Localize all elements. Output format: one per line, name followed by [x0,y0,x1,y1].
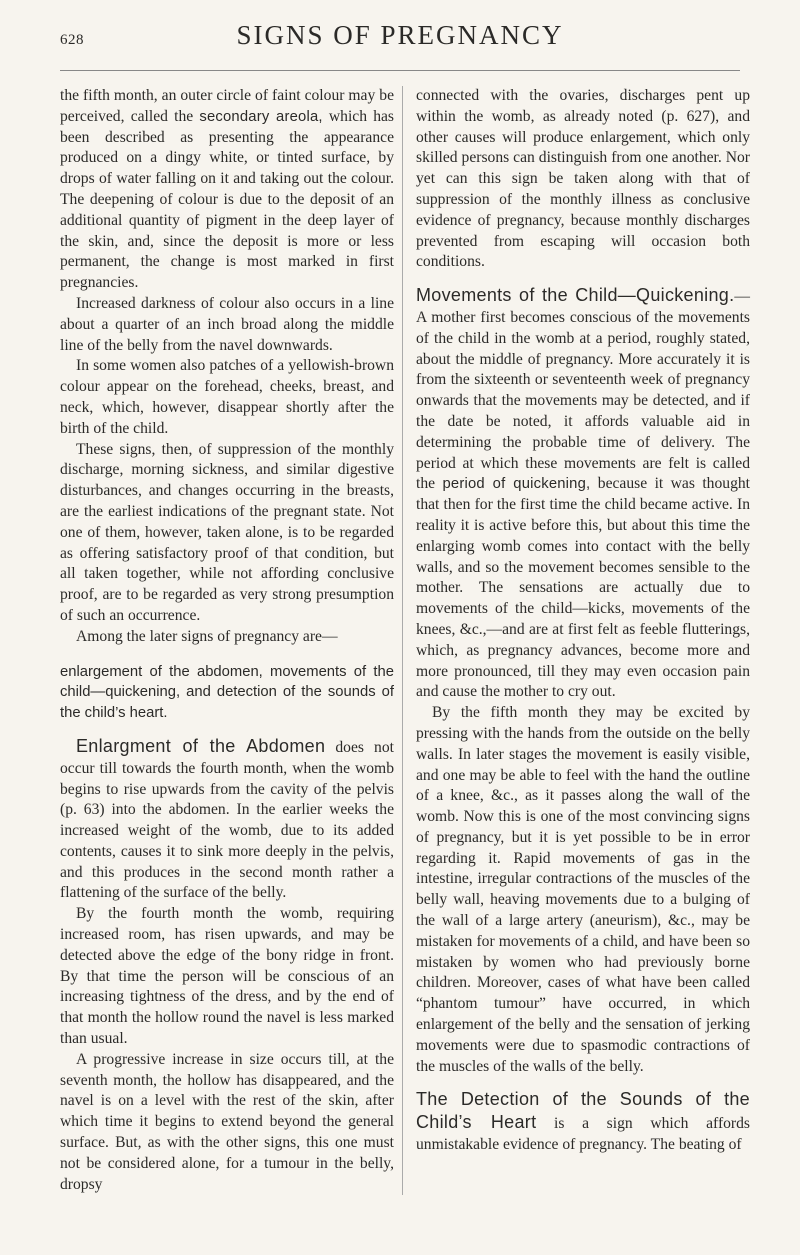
later-signs-list: enlargement of the abdomen, movements of the child—quickening, and detection of the sounds of the child’s heart. [60,663,394,722]
page-number: 628 [60,32,84,48]
paragraph: Among the later signs of pregnancy are— [76,627,338,645]
left-column [60,86,403,1195]
paragraph: Increased darkness of colour also occurs in a line about a quarter of an inch broad along the middle line of the belly from the navel downwards. [60,294,394,354]
term-period-of-quickening: period of quickening, [442,476,591,493]
paragraph: By the fifth month they may be excited by pressing with the hands from the outside on the belly walls. In later stages the movement is easily visible, and one may be able to feel with the hand the outline of a knee, &c., as it passes along the wall of the womb. Now this is one of the most convincing signs of pregnancy, but it is yet possible to be in error regarding it. Rapid movements of gas in the intestine, irregular contractions of the muscles of the belly wall, heaving movements due to a bulging of the wall of a large artery (aneurism), &c., may be mistaken for movements of a child, and have been so mistaken by women who had previously borne children. Moreover, cases of what have been called “phantom tumour” have occurred, in which enlargement of the belly and the sensation of jerking movements were due to spasmodic contractions of the muscles of the walls of the belly. [416,704,750,1075]
section-enlargement: Enlargment of the Abdomen does not occur till towards the fourth month, when the womb begins to rise upwards from the cavity of the pelvis (p. 63) into the abdomen. In the earlier weeks the increased weight of the womb, due to its added contents, causes it to sink more deeply in the pelvis, and this produces in the second month rather a flattening of the surface of the belly. [60,735,394,902]
section-heart-sounds: The Detection of the Sounds of the Child’s Heart is a sign which affords unmistakable evidence of pregnancy. The beating of [416,1089,750,1154]
paragraph: A progressive increase in size occurs till, at the seventh month, the hollow has disappeared, and the navel is on a level with the rest of the skin, after which time it begins to extend beyond the general surface. But, as with the other signs, this one must not be considered alone, for a tumour in the belly, dropsy [60,1050,394,1193]
paragraph: connected with the ovaries, discharges pent up within the womb, as already noted (p. 627), and other causes will produce enlargement, which only skilled persons can distinguish from one another. Nor yet can this sign be taken along with that of suppression of the monthly illness as conclusive evidence of pregnancy, because monthly discharges prevented from escaping will occasion both conditions. [416,87,750,271]
paragraph: In some women also patches of a yellowish-brown colour appear on the forehead, cheeks, breast, and neck, which, however, disappear shortly after the birth of the child. [60,357,394,437]
section-heading: Movements of the Child—Quickening. [416,285,735,306]
section-quickening: Movements of the Child—Quickening.— A mother first becomes conscious of the movements of the child in the womb at a period, roughly stated, about the middle of pregnancy. More accurately it is from the sixteenth or seventeenth week of pregnancy onwards that the movements may be detected, and if the date be noted, it affords valuable aid in determining the probable time of delivery. The period at which these movements are felt is called the period of quickening, because it was thought that then for the first time the child became active. In reality it is active before this, but about this time the enlarging womb comes into contact with the belly walls, and so the movement becomes sensible to the mother. The sensations are actually due to movements of the child—kicks, movements of the knees, &c.,—and are at first felt as feeble flutterings, which, as pregnancy advances, become more and more pronounced, till they may even occasion pain and cause the mother to cry out. [416,285,751,701]
paragraph: These signs, then, of suppression of the monthly discharge, morning sickness, and similar digestive disturbances, and changes occurring in the breasts, are the earliest indications of the pregnant state. Not one of them, however, taken alone, is to be regarded as offering satisfactory proof of that condition, but all taken together, while not affording conclusive proof, are to be regarded as very strong presumption of such an occurrence. [60,440,394,624]
page-header [60,18,740,58]
running-title: SIGNS OF PREGNANCY [236,20,564,50]
header-rule [60,70,740,71]
right-column [410,86,750,1195]
term-secondary-areola: secondary areola, [199,108,323,125]
paragraph: By the fourth month the womb, requiring increased room, has risen upwards, and may be detected above the edge of the bony ridge in front. By that time the person will be conscious of an increasing tightness of the dress, and by the end of that month the hollow round the navel is less marked than usual. [60,905,394,1048]
text-columns [60,86,750,1195]
section-heading: Enlargment of the Abdomen [76,735,326,756]
section-heading: The Detection of the Sounds of the Child’s Heart [416,1089,750,1133]
paragraph: the fifth month, an outer circle of faint colour may be perceived, called the secondary areola, which has been described as presenting the appearance produced on a dingy white, or tinted surface, by drops of water falling on it and taking out the colour. The deepening of colour is due to the deposit of an additional quantity of pigment in the deep layer of the skin, and, since the deposit is more or less permanent, the change is most marked in first pregnancies. [60,87,394,292]
